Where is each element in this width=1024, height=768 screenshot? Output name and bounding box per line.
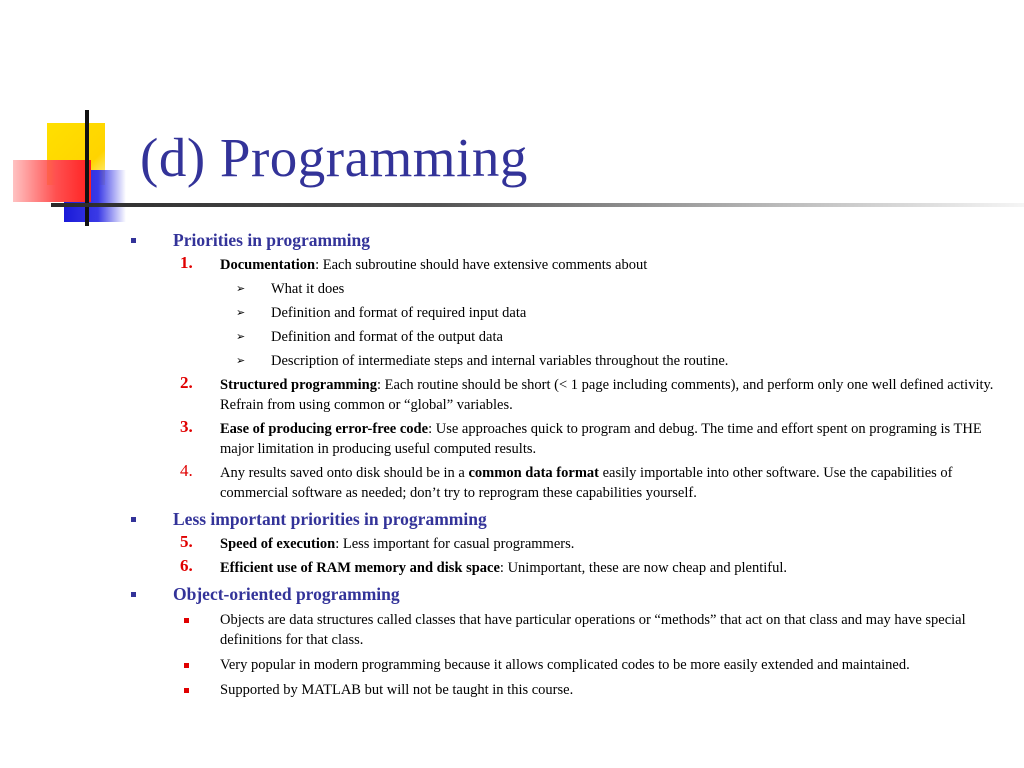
item-prefix: Any results saved onto disk should be in a [220,465,469,481]
bullet-item: Supported by MATLAB but will not be taught in this course. [128,680,998,700]
item-term: Structured programming [220,377,377,393]
item-number: 5. [180,532,193,551]
red-square-bullet-icon [184,688,189,693]
arrow-bullet-icon: ➢ [236,306,246,319]
item-text: : Unimportant, these are now cheap and plentiful. [499,560,788,576]
title-underline [51,203,1024,207]
item-number: 3. [180,417,193,436]
square-bullet-icon [131,592,136,597]
item-text: : Less important for casual programmers. [335,536,575,552]
item-term: Ease of producing error-free code [220,421,429,437]
slide-title: (d) Programming [140,127,528,188]
item-text: : Each subroutine should have extensive comments about [315,257,648,273]
item-text: easily importable into other software. Use the capabilities of commercial software as needed; don’t try to reprogram these capabilities yourself. [220,465,953,501]
bullet-item: Very popular in modern programming because it allows complicated codes to be more easily extended and maintained. [128,655,998,675]
red-square-bullet-icon [184,663,189,668]
sub-item: ➢ Definition and format of the output data [236,329,503,345]
sub-item: ➢ What it does [236,281,345,297]
item-term: Efficient use of RAM memory and disk space [220,560,500,576]
square-bullet-icon [131,238,136,243]
logo-vertical-line [85,110,89,226]
sub-item: ➢ Description of intermediate steps and internal variables throughout the routine. [236,353,729,369]
list-item-speed [128,534,998,554]
item-term: common data format [468,465,599,481]
logo-red-square [13,160,91,202]
arrow-bullet-icon: ➢ [236,330,246,343]
item-number: 2. [180,373,193,392]
item-number: 6. [180,556,193,575]
square-bullet-icon [131,517,136,522]
item-number: 1. [180,253,193,272]
list-item-structured-programming [128,375,998,415]
arrow-bullet-icon: ➢ [236,354,246,367]
red-square-bullet-icon [184,618,189,623]
item-number: 4. [180,461,193,480]
section-heading-less-important: Less important priorities in programming [128,508,998,530]
bullet-item: Objects are data structures called classes that have particular operations or “methods” that act on that class and may have special definitions for that class. [128,610,998,650]
item-term: Speed of execution [220,536,336,552]
sub-item: ➢ Definition and format of required input data [236,305,527,321]
slide-body [128,229,998,700]
section-heading-priorities: Priorities in programming [128,229,998,251]
list-item-data-format [128,463,998,503]
list-item-ram [128,558,998,578]
item-text: : Use approaches quick to program and debug. The time and effort spent on programing is THE major limitation in producing useful computed results. [220,421,982,457]
item-term: Documentation [220,257,316,273]
item-text: : Each routine should be short (< 1 page including comments), and perform only one well defined activity. Refrain from using common or “global” variables. [220,377,994,413]
section-heading-object-oriented: Object-oriented programming [128,583,998,605]
list-item-error-free-code [128,419,998,459]
arrow-bullet-icon: ➢ [236,282,246,295]
list-item-documentation [128,255,998,275]
